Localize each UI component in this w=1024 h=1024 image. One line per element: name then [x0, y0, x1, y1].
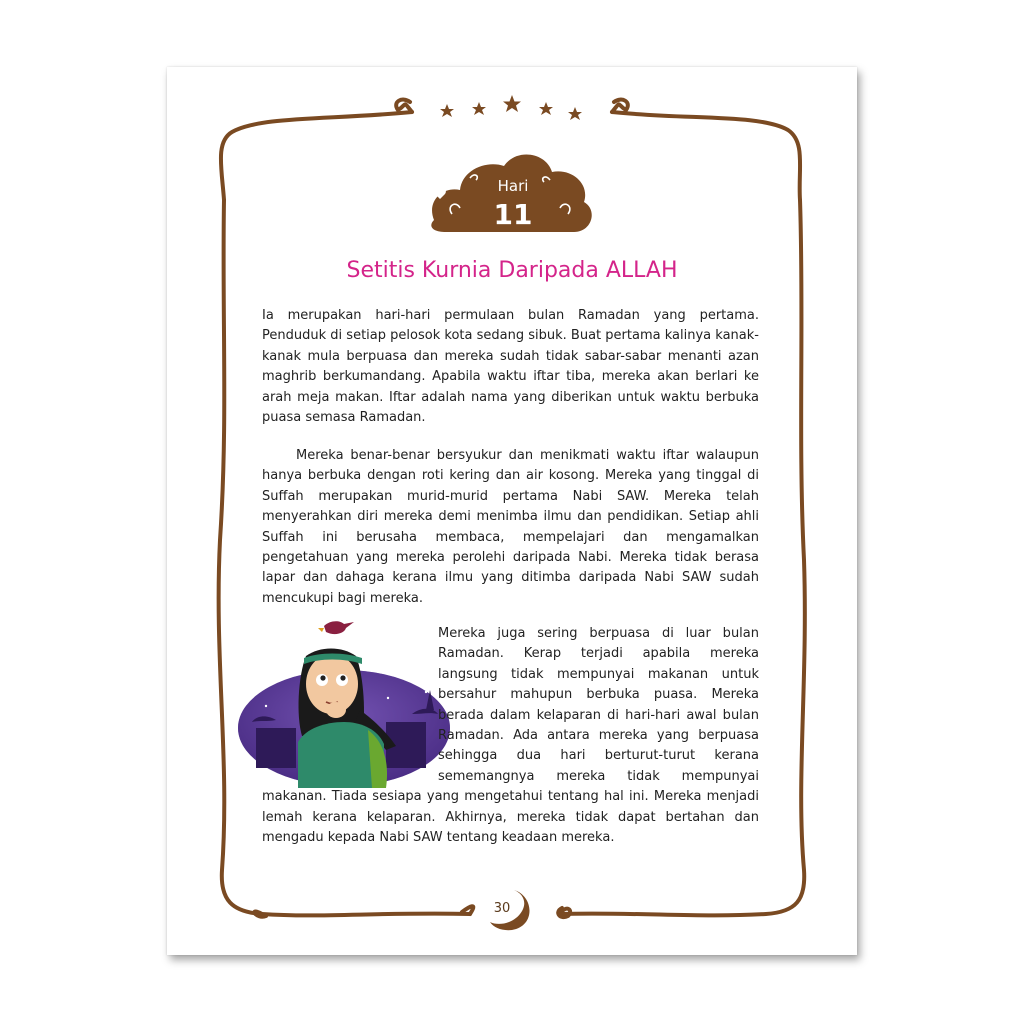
illustration-spacer	[262, 624, 438, 784]
page-number: 30	[493, 901, 511, 916]
paragraph-1: Ia merupakan hari-hari permulaan bulan Ramadan yang pertama. Penduduk di setiap pelosok kota sedang sibuk. Buat pertama kalinya kanak-kanak mula berpuasa dan mereka sudah tidak sabar-sabar menanti azan maghrib berkumandang. Apabila waktu iftar tiba, mereka akan berlari ke arah meja makan. Iftar adalah nama yang diberikan untuk waktu berbuka puasa semasa Ramadan.	[262, 308, 759, 426]
page-title: Setitis Kurnia Daripada ALLAH	[346, 258, 678, 283]
stars-decoration	[440, 95, 582, 120]
day-number: 11	[493, 198, 533, 231]
paragraph-2: Mereka benar-benar bersyukur dan menikmati waktu iftar walaupun hanya berbuka dengan roti kering dan air kosong. Mereka yang tinggal di Suffah merupakan murid-murid pertama Nabi SAW. Mereka telah menyerahkan diri mereka demi menimba ilmu dan pendidikan. Setiap ahli Suffah ini berusaha membaca, mempelajari dan mengamalkan pengetahuan yang mereka perolehi daripada Nabi. Mereka tidak berasa lapar dan dahaga kerana ilmu yang ditimba daripada Nabi SAW sudah mencukupi bagi mereka.	[262, 448, 759, 606]
paragraph-3-text: Mereka juga sering berpuasa di luar bulan Ramadan. Kerap terjadi apabila mereka langsung tidak mempunyai makanan untuk bersahur mahupun berbuka puasa. Mereka berada dalam kelaparan di hari-hari awal bulan Ramadan. Ada antara mereka yang berpuasa sehingga dua hari berturut-turut kerana sememangnya mereka tidak mempunyai makanan. Tiada sesiapa yang mengetahui tentang hal ini. Mereka menjadi lemah kerana kelaparan. Akhirnya, mereka tidak dapat bertahan dan mengadu kepada Nabi SAW tentang keadaan mereka.	[262, 626, 759, 846]
day-label: Hari	[497, 177, 529, 195]
paragraph-3	[262, 624, 759, 848]
